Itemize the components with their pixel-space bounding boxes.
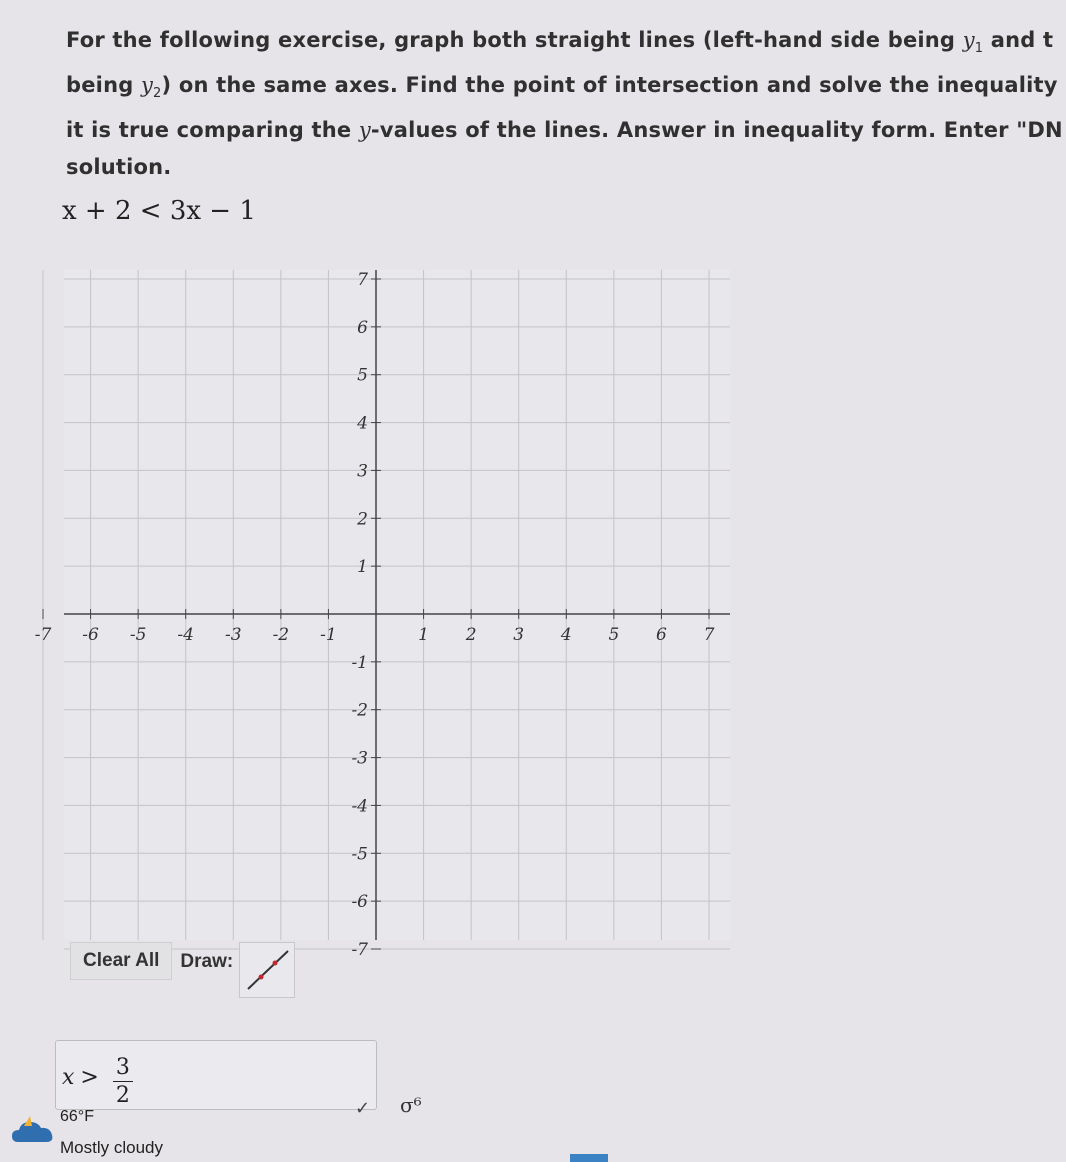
problem-line-3: it is true comparing the y-values of the lines. Answer in inequality form. Enter "DN: [66, 118, 1063, 143]
problem-line-2: being $y_2$) on the same axes. Find the point of intersection and solve the inequality: [66, 73, 1058, 102]
graph-controls: [70, 942, 295, 998]
y-tick-label: -5: [351, 844, 368, 865]
x-tick-label: 2: [465, 625, 477, 645]
problem-line-1: For the following exercise, graph both straight lines (left-hand side being $y_1$ and t: [66, 28, 1054, 57]
x-tick-label: -7: [34, 625, 52, 645]
y-tick-label: -4: [351, 796, 368, 817]
x-tick-label: 7: [703, 625, 715, 645]
y-tick-label: 4: [357, 413, 368, 434]
y-tick-label: 7: [357, 270, 368, 290]
y-tick-label: -1: [351, 652, 368, 673]
weather-condition: Mostly cloudy: [60, 1138, 163, 1157]
weather-temperature: 66°F: [60, 1108, 94, 1125]
clear-all-button[interactable]: Clear All: [70, 942, 172, 980]
draw-label: Draw:: [180, 951, 234, 972]
x-tick-label: -3: [225, 625, 242, 645]
y-tick-label: 5: [357, 365, 368, 386]
x-tick-label: 3: [513, 625, 525, 645]
check-icon: ✓: [355, 1098, 371, 1119]
y-tick-label: -3: [351, 748, 368, 769]
line-segment-icon: [240, 943, 296, 999]
graph-background: [64, 270, 730, 940]
x-tick-label: -6: [82, 625, 99, 645]
math-palette-icon[interactable]: σ⁶: [400, 1093, 422, 1117]
x-tick-label: 1: [418, 625, 429, 645]
answer-numerator: 3: [113, 1057, 133, 1082]
x-tick-label: 6: [656, 625, 667, 645]
taskbar-accent: [570, 1154, 608, 1162]
x-tick-label: 5: [608, 625, 620, 645]
inequality-expression: x + 2 < 3x − 1: [62, 196, 256, 226]
y-tick-label: 6: [357, 317, 368, 338]
problem-line-4: solution.: [66, 155, 172, 180]
y-tick-label: -6: [351, 892, 368, 913]
answer-denominator: 2: [115, 1083, 130, 1108]
x-tick-label: -4: [177, 625, 194, 645]
y-tick-label: -7: [351, 940, 368, 960]
cloud-icon: [10, 1112, 56, 1148]
line-tool-button[interactable]: [239, 942, 295, 998]
answer-expression: [62, 1055, 133, 1108]
x-tick-label: -2: [272, 625, 290, 645]
y-tick-label: 2: [357, 509, 368, 530]
x-tick-label: 4: [560, 625, 572, 645]
answer-input[interactable]: [55, 1040, 377, 1110]
y-tick-label: -2: [351, 700, 368, 721]
x-tick-label: -1: [320, 625, 337, 645]
y-tick-label: 3: [357, 461, 368, 482]
y-tick-label: 1: [357, 557, 368, 578]
answer-operator: >: [80, 1064, 99, 1090]
x-tick-label: -5: [129, 625, 147, 645]
answer-lhs: x: [62, 1064, 75, 1090]
answer-fraction: [113, 1055, 133, 1108]
